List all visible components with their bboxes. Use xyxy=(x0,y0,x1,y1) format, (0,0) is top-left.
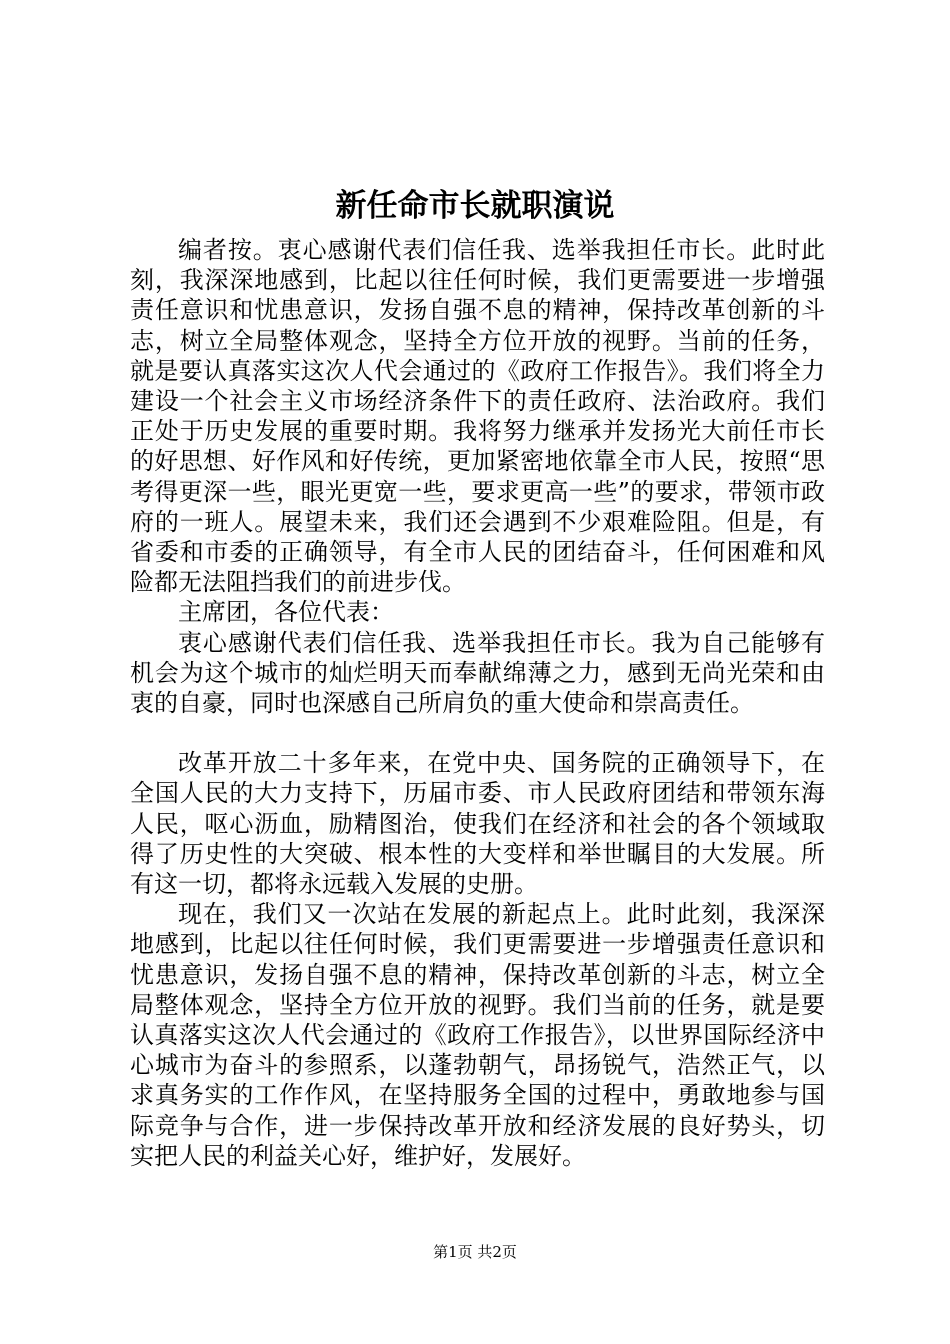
page-number-footer: 第1页 共2页 xyxy=(433,1243,517,1261)
thanks-paragraph: 衷心感谢代表们信任我、选举我担任市长。我为自己能够有机会为这个城市的灿烂明天而奉献绵薄之力，感到无尚光荣和由衷的自豪，同时也深感自己所肩负的重大使命和崇高责任。 xyxy=(130,628,825,718)
document-title: 新任命市长就职演说 xyxy=(335,188,615,224)
paragraph-spacer xyxy=(130,718,825,748)
document-body xyxy=(130,235,825,1171)
current-task-paragraph: 现在，我们又一次站在发展的新起点上。此时此刻，我深深地感到，比起以往任何时候，我们更需要进一步增强责任意识和忧患意识，发扬自强不息的精神，保持改革创新的斗志，树立全局整体观念，坚持全方位开放的视野。我们当前的任务，就是要认真落实这次人代会通过的《政府工作报告》，以世界国际经济中心城市为奋斗的参照系，以蓬勃朝气，昂扬锐气，浩然正气，以求真务实的工作作风，在坚持服务全国的过程中，勇敢地参与国际竞争与合作，进一步保持改革开放和经济发展的良好势头，切实把人民的利益关心好，维护好，发展好。 xyxy=(130,900,825,1170)
reform-history-paragraph: 改革开放二十多年来，在党中央、国务院的正确领导下，在全国人民的大力支持下，历届市委、市人民政府团结和带领东海人民，呕心沥血，励精图治，使我们在经济和社会的各个领域取得了历史性的大突破、根本性的大变样和举世瞩目的大发展。所有这一切，都将永远载入发展的史册。 xyxy=(130,749,825,899)
editor-note-paragraph: 编者按。衷心感谢代表们信任我、选举我担任市长。此时此刻，我深深地感到，比起以往任何时候，我们更需要进一步增强责任意识和忧患意识，发扬自强不息的精神，保持改革创新的斗志，树立全局整体观念，坚持全方位开放的视野。当前的任务，就是要认真落实这次人代会通过的《政府工作报告》。我们将全力建设一个社会主义市场经济条件下的责任政府、法治政府。我们正处于历史发展的重要时期。我将努力继承并发扬光大前任市长的好思想、好作风和好传统，更加紧密地依靠全市人民，按照“思考得更深一些，眼光更宽一些，要求更高一些”的要求，带领市政府的一班人。展望未来，我们还会遇到不少艰难险阻。但是，有省委和市委的正确领导，有全市人民的团结奋斗，任何困难和风险都无法阻挡我们的前进步伐。 xyxy=(130,236,825,597)
salutation-paragraph: 主席团，各位代表： xyxy=(178,598,394,627)
